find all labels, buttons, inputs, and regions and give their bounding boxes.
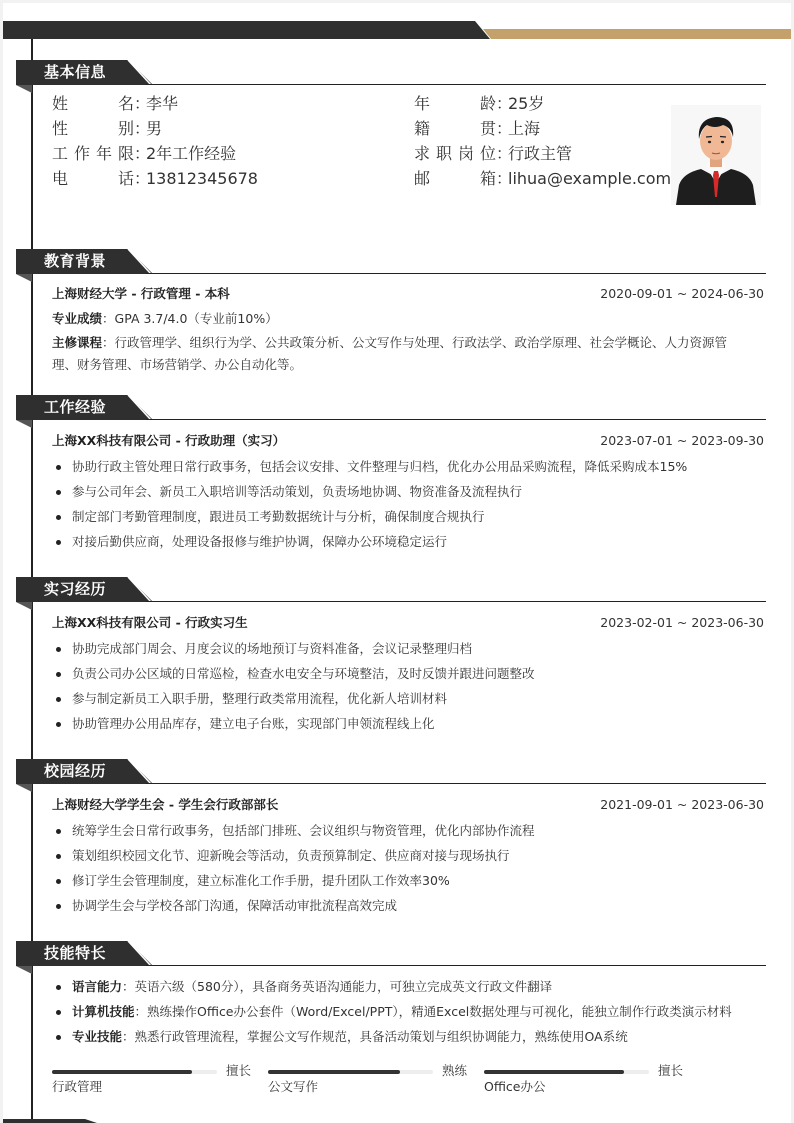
- section-basic-info: [16, 60, 766, 85]
- courses-line-2: 理、财务管理、市场营销学、办公自动化等。: [52, 357, 303, 372]
- entry-date: 2023-07-01 ~ 2023-09-30: [600, 433, 764, 448]
- info-label: 电话: [52, 169, 134, 188]
- skill-level: 擅长: [658, 1063, 684, 1078]
- stripes-icon: [124, 249, 154, 274]
- section-title: 校园经历: [44, 762, 107, 780]
- info-label: 工作年限: [52, 144, 134, 163]
- internship-entry-header: [52, 614, 764, 632]
- section-header: [16, 60, 766, 85]
- section-title: 技能特长: [44, 944, 107, 962]
- email-link[interactable]: lihua@example.com: [508, 169, 672, 188]
- skill-name: Office办公: [484, 1079, 546, 1094]
- info-label: 邮箱: [414, 169, 496, 188]
- section-title: 教育背景: [44, 252, 107, 270]
- section-fold: [16, 420, 32, 428]
- info-value: 13812345678: [146, 169, 258, 188]
- section-fold: [16, 784, 32, 792]
- info-value: 男: [146, 119, 163, 138]
- skill-fill: [268, 1070, 400, 1074]
- work-entry-header: [52, 432, 764, 450]
- skill-bar-writing: [268, 1064, 478, 1104]
- list-item: 协助完成部门周会、月度会议的场地预订与资料准备，会议记录整理归档: [72, 640, 782, 658]
- skill-level: 熟练: [442, 1063, 468, 1078]
- entry-date: 2020-09-01 ~ 2024-06-30: [600, 286, 764, 301]
- section-header: [16, 759, 766, 784]
- skill-name: 行政管理: [52, 1079, 103, 1094]
- skill-bar-admin: [52, 1064, 262, 1104]
- entry-date: 2023-02-01 ~ 2023-06-30: [600, 615, 764, 630]
- skill-item-language: 语言能力：英语六级（580分），具备商务英语沟通能力，可独立完成英文行政文件翻译: [72, 978, 782, 996]
- campus-entry-header: [52, 796, 764, 814]
- section-header: [16, 395, 766, 420]
- gpa-line: 专业成绩：GPA 3.7/4.0（专业前10%）: [52, 311, 278, 326]
- skill-level: 擅长: [226, 1063, 252, 1078]
- skill-fill: [484, 1070, 624, 1074]
- section-internship: [16, 577, 766, 602]
- list-item: 协助行政主管处理日常行政事务，包括会议安排、文件整理与归档，优化办公用品采购流程，降低采购成本15%: [72, 458, 782, 476]
- top-bar-dark: [3, 21, 490, 39]
- section-work: [16, 395, 766, 420]
- skill-item-professional: 专业技能：熟悉行政管理流程，掌握公文写作规范，具备活动策划与组织协调能力，熟练使用OA系统: [72, 1028, 782, 1046]
- info-value: 行政主管: [508, 144, 573, 163]
- info-label: 籍贯: [414, 119, 496, 138]
- section-header: [16, 941, 766, 966]
- skill-bar-office: [484, 1064, 694, 1104]
- list-item: 协调学生会与学校各部门沟通，保障活动审批流程高效完成: [72, 897, 782, 915]
- section-title: 工作经验: [44, 398, 107, 416]
- section-header: [16, 577, 766, 602]
- entry-title: 上海财经大学 - 行政管理 - 本科: [52, 286, 230, 301]
- list-item: 协助管理办公用品库存，建立电子台账，实现部门申领流程线上化: [72, 715, 782, 733]
- stripes-icon: [124, 60, 154, 85]
- list-item: 统筹学生会日常行政事务，包括部门排班、会议组织与物资管理，优化内部协作流程: [72, 822, 782, 840]
- section-rule: [146, 601, 766, 602]
- list-item: 策划组织校园文化节、迎新晚会等活动，负责预算制定、供应商对接与现场执行: [72, 847, 782, 865]
- stripes-icon: [124, 941, 154, 966]
- skill-name: 公文写作: [268, 1079, 319, 1094]
- stripes-icon: [124, 577, 154, 602]
- top-decor-bar: [3, 21, 791, 39]
- section-skills: [16, 941, 766, 966]
- info-row-phone: 电话：13812345678: [52, 169, 258, 188]
- info-row-position: 求职岗位：行政主管: [414, 144, 573, 163]
- info-label: 性别: [52, 119, 134, 138]
- entry-title: 上海XX科技有限公司 - 行政实习生: [52, 615, 248, 630]
- bottom-decor-tab: [3, 1119, 103, 1123]
- stripes-icon: [124, 759, 154, 784]
- section-title: 实习经历: [44, 580, 107, 598]
- section-title: 基本信息: [44, 63, 107, 81]
- section-campus: [16, 759, 766, 784]
- info-row-name: 姓名：李华: [52, 94, 179, 113]
- resume-page: [3, 3, 791, 1123]
- list-item: 参与制定新员工入职手册，整理行政类常用流程，优化新人培训材料: [72, 690, 782, 708]
- info-row-gender: 性别：男: [52, 119, 163, 138]
- section-fold: [16, 274, 32, 282]
- stripes-icon: [124, 395, 154, 420]
- section-fold: [16, 85, 32, 93]
- info-row-age: 年龄：25岁: [414, 94, 545, 113]
- info-row-experience: 工作年限：2年工作经验: [52, 144, 237, 163]
- section-rule: [146, 783, 766, 784]
- list-item: 对接后勤供应商，处理设备报修与维护协调，保障办公环境稳定运行: [72, 533, 782, 551]
- list-item: 修订学生会管理制度，建立标准化工作手册，提升团队工作效率30%: [72, 872, 782, 890]
- info-row-email[interactable]: 邮箱：lihua@example.com: [414, 169, 672, 188]
- top-bar-gold: [483, 29, 791, 39]
- info-value: 2年工作经验: [146, 144, 237, 163]
- entry-title: 上海财经大学学生会 - 学生会行政部部长: [52, 797, 279, 812]
- avatar-icon: [671, 105, 761, 205]
- section-education: [16, 249, 766, 274]
- section-rule: [146, 84, 766, 85]
- list-item: 制定部门考勤管理制度，跟进员工考勤数据统计与分析，确保制度合规执行: [72, 508, 782, 526]
- list-item: 负责公司办公区域的日常巡检，检查水电安全与环境整洁，及时反馈并跟进问题整改: [72, 665, 782, 683]
- info-value: 上海: [508, 119, 541, 138]
- education-entry-header: [52, 285, 764, 303]
- section-rule: [146, 273, 766, 274]
- avatar-photo: [671, 105, 761, 205]
- info-value: 李华: [146, 94, 179, 113]
- skill-track: [484, 1070, 649, 1074]
- section-rule: [146, 965, 766, 966]
- info-label: 求职岗位: [414, 144, 496, 163]
- section-rule: [146, 419, 766, 420]
- skill-track: [268, 1070, 433, 1074]
- list-item: 参与公司年会、新员工入职培训等活动策划，负责场地协调、物资准备及流程执行: [72, 483, 782, 501]
- entry-title: 上海XX科技有限公司 - 行政助理（实习）: [52, 433, 286, 448]
- skill-fill: [52, 1070, 192, 1074]
- info-label: 年龄: [414, 94, 496, 113]
- info-label: 姓名: [52, 94, 134, 113]
- info-row-hometown: 籍贯：上海: [414, 119, 541, 138]
- entry-date: 2021-09-01 ~ 2023-06-30: [600, 797, 764, 812]
- section-fold: [16, 602, 32, 610]
- info-value: 25岁: [508, 94, 545, 113]
- courses-line: 主修课程：行政管理学、组织行为学、公共政策分析、公文写作与处理、行政法学、政治学原理、社会学概论、人力资源管: [52, 335, 728, 350]
- section-fold: [16, 966, 32, 974]
- section-header: [16, 249, 766, 274]
- skill-track: [52, 1070, 217, 1074]
- skill-item-computer: 计算机技能：熟练操作Office办公套件（Word/Excel/PPT），精通Excel数据处理与可视化，能独立制作行政类演示材料: [72, 1003, 782, 1021]
